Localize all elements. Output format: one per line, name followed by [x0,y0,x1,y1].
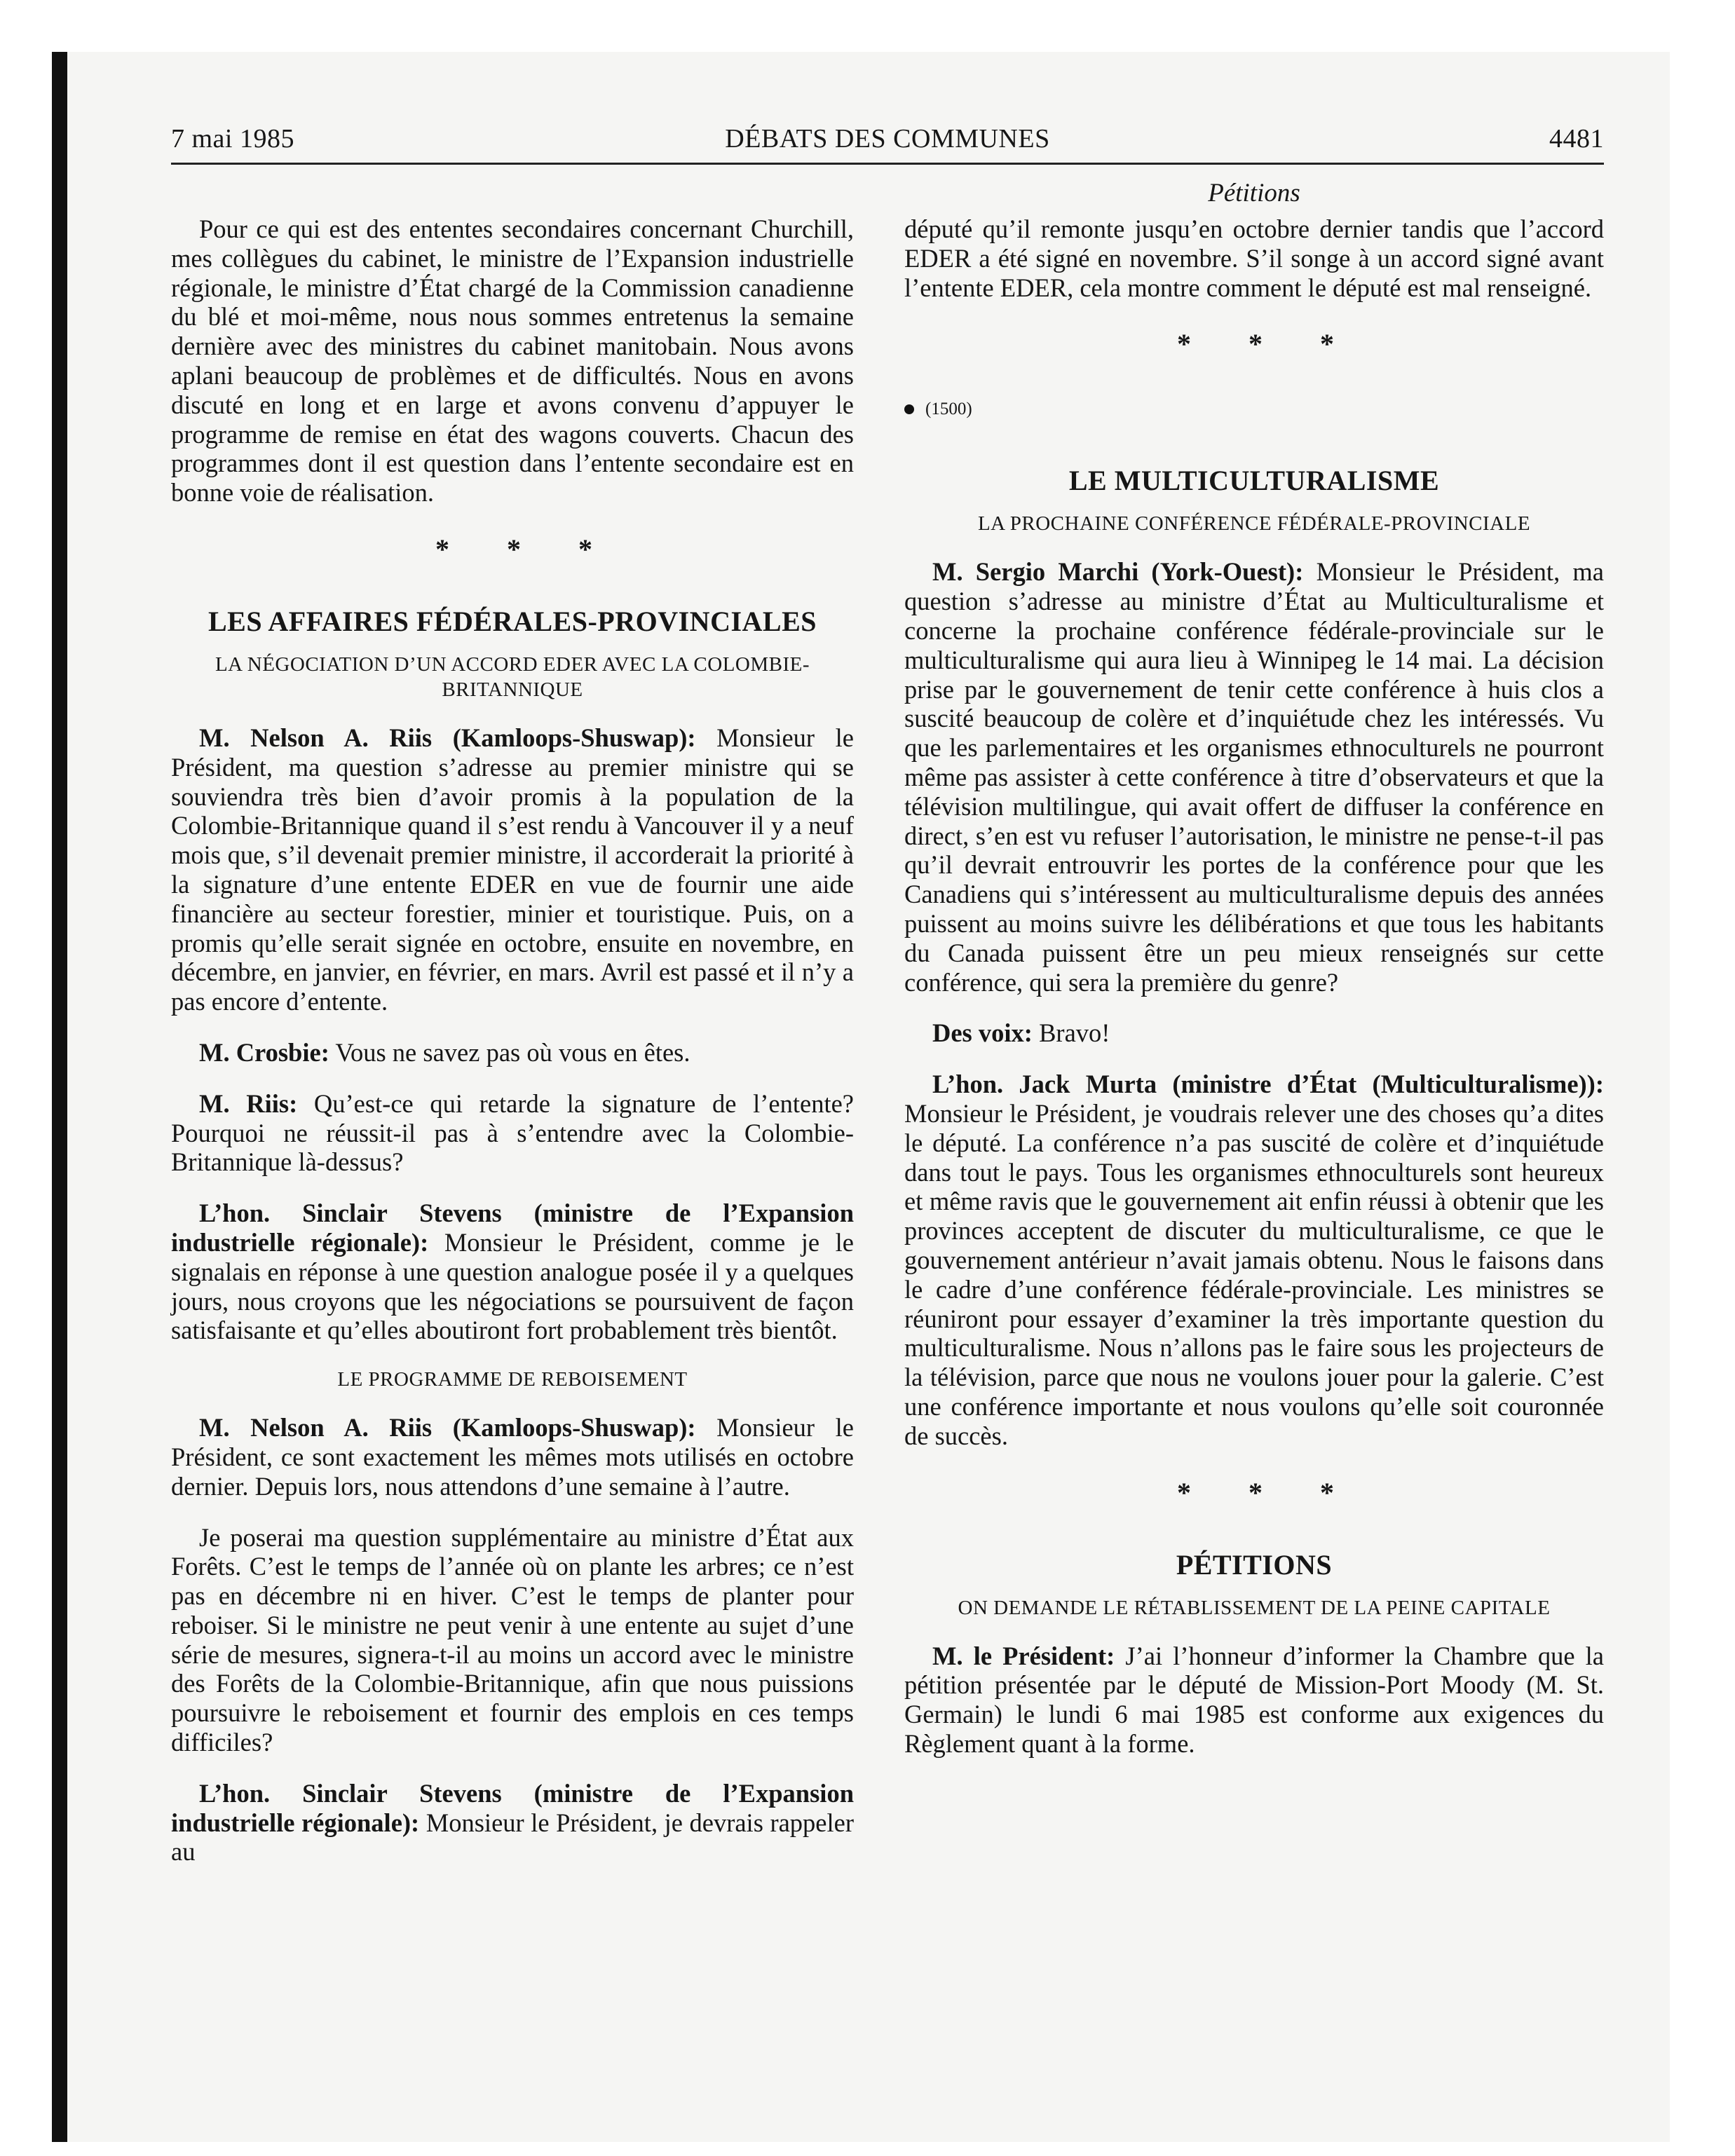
speaker-name: M. le Président: [932,1641,1115,1670]
speech-text: Monsieur le Président, ma question s’adresse au premier ministre qui se souviendra très bien d’avoir promis à la population de la Colombie-Britannique quand il s’est rendu à Vancouver il y a neuf mois que, s’il devenait premier ministre, il accorderait la priorité à la signature d’une entente EDER en vue de fournir une aide financière au secteur forestier, minier et touristique. Puis, on a promis qu’elle serait signée en octobre, ensuite en novembre, en décembre, en janvier, en février, en mars. Avril est passé et il n’y a pas encore d’entente. [171,723,855,1016]
section-heading: LE MULTICULTURALISME [1068,465,1440,497]
speaker-name: M. Nelson A. Riis (Kamloops-Shuswap): [199,723,696,752]
speech-text: Vous ne savez pas où vous en êtes. [329,1037,690,1067]
speech-text: Monsieur le Président, ce sont exactement les mêmes mots utilisés en octobre dernier. Depuis lors, nous attendons d’une semaine à l’autre. [171,1413,855,1501]
subsection-heading: LA PROCHAINE CONFÉRENCE FÉDÉRALE-PROVINCIALE [977,512,1531,535]
speaker-name: M. Crosbie: [199,1037,329,1067]
header-title: DÉBATS DES COMMUNES [725,124,1050,153]
header-rule [171,163,1604,165]
speech-text: Qu’est-ce qui retarde la signature de l’entente? Pourquoi ne réussit-il pas à s’entendre avec la Colombie-Britannique là-dessus? [171,1089,854,1177]
paragraph: Je poserai ma question supplémentaire au ministre d’État aux Forêts. C’est le temps de l’année où on plante les arbres; ce n’est pas en décembre ni en hiver. C’est le temps de planter pour reboiser. Si le ministre ne peut venir à une entente au sujet d’une série de mesures, signera-t-il au moins un accord avec le ministre des Forêts de la Colombie-Britannique, afin que nous puissions poursuivre le reboisement et fournir des emplois en ces temps difficiles? [171,1522,854,1757]
bullet-icon [904,404,914,414]
section-label: Pétitions [1208,179,1300,207]
paragraph [171,1089,854,1177]
speech-text: Monsieur le Président, comme je le signalais en réponse à une question analogue posée il y a quelques jours, nous croyons que les négociations se poursuivent de façon satisfaisante et qu’elles aboutiront fort probablement très bientôt. [171,1227,855,1345]
scan-edge [52,52,67,2142]
time-marker-text: (1500) [925,400,972,419]
section-heading: PÉTITIONS [1176,1548,1333,1581]
section-divider: * * * [435,533,618,565]
header-date: 7 mai 1985 [171,124,294,153]
paragraph [904,557,1604,997]
paragraph [171,1199,854,1345]
speech-text: Monsieur le Président, je voudrais relever une des choses qu’a dites le député. La conférence n’a pas suscité de colère et d’inquiétude dans tout le pays. Tous les organismes ethnoculturels sont heureux et même ravis que le gouvernement ait enfin réussi à obtenir que les provinces acceptent de discuter du multiculturalisme, ce que le gouvernement antérieur n’avait jamais obtenu. Nous le faisons dans le cadre d’une conférence fédérale-provinciale. Les ministres se réuniront pour essayer d’examiner la très importante question du multiculturalisme. Nous n’allons pas le faire sous les projecteurs de la télévision, parce que nous ne voulons jouer pour la galerie. C’est une conférence importante et nous voulons qu’elle soit couronnée de succès. [904,1098,1604,1450]
right-column [904,214,1604,1780]
time-marker [904,400,1604,419]
section-divider: * * * [1177,328,1359,360]
subsection-heading: LE PROGRAMME DE REBOISEMENT [337,1368,688,1391]
paragraph [171,1038,854,1067]
speaker-name: L’hon. Sinclair Stevens (ministre de l’Expansion industrielle régionale): [171,1778,854,1837]
section-heading: LES AFFAIRES FÉDÉRALES-PROVINCIALES [207,605,817,637]
page-header [171,123,1604,165]
paragraph [171,1413,854,1501]
speech-text: J’ai l’honneur d’informer la Chambre que la pétition présentée par le député de Mission-Port Moody (M. St. Germain) le lundi 6 mai 1985 est conforme aux exigences du Règlement quant à la forme. [904,1641,1604,1758]
speaker-name: M. Riis: [199,1089,298,1118]
paragraph: Pour ce qui est des ententes secondaires concernant Churchill, mes collègues du cabinet, le ministre de l’Expansion industrielle régionale, le ministre d’État chargé de la Commission canadienne du blé et moi-même, nous nous sommes entretenus la semaine dernière avec des ministres du cabinet manitobain. Nous avons aplani beaucoup de problèmes et de difficultés. Nous en avons discuté en long et en large et avons convenu d’appuyer le programme de remise en état des wagons couverts. Chacun des programmes dont il est question dans l’entente secondaire est en bonne voie de réalisation. [171,214,854,507]
speaker-name: M. Nelson A. Riis (Kamloops-Shuswap): [199,1413,696,1442]
speaker-name: L’hon. Sinclair Stevens (ministre de l’Expansion industrielle régionale): [171,1199,854,1257]
subsection-heading: LA NÉGOCIATION D’UN ACCORD EDER AVEC LA COLOMBIE-BRITANNIQUE [215,653,810,701]
paragraph [171,723,854,1016]
paragraph [904,1018,1604,1048]
section-divider: * * * [1177,1476,1359,1508]
paragraph [904,1070,1604,1450]
left-column [171,214,854,1888]
speaker-name: M. Sergio Marchi (York-Ouest): [932,557,1304,587]
paragraph [904,1642,1604,1759]
header-page-number: 4481 [1549,124,1604,153]
speech-text: Monsieur le Président, je devrais rappeler au [171,1808,854,1867]
paragraph: député qu’il remonte jusqu’en octobre dernier tandis que l’accord EDER a été signé en novembre. S’il songe à un accord signé avant l’entente EDER, cela montre comment le député est mal renseigné. [904,214,1604,302]
subsection-heading: ON DEMANDE LE RÉTABLISSEMENT DE LA PEINE CAPITALE [958,1596,1551,1619]
paragraph [171,1779,854,1867]
speech-text: Bravo! [1032,1018,1110,1048]
speech-text: Monsieur le Président, ma question s’adresse au ministre d’État au Multiculturalisme et concerne la prochaine conférence fédérale-provinciale sur le multiculturalisme qui aura lieu à Winnipeg le 14 mai. La décision prise par le gouvernement de tenir cette conférence à huis clos a suscité beaucoup de colère et d’inquiétude chez les intéressés. Vu que les parlementaires et les organismes ethnoculturels ne pourront même pas assister à cette conférence à titre d’observateurs et que la télévision multilingue, qui avait offert de diffuser la conférence en direct, s’en est vu refuser l’autorisation, le ministre ne pense-t-il pas qu’il devrait entrouvrir les portes de la conférence pour que les Canadiens qui s’intéressent au multiculturalisme depuis des années puissent au moins suivre les délibérations et que tous les habitants du Canada puissent être un peu mieux renseignés sur cette conférence, qui sera la première du genre? [904,557,1604,997]
speaker-name: L’hon. Jack Murta (ministre d’État (Multiculturalisme)): [932,1070,1604,1099]
speaker-name: Des voix: [932,1018,1033,1048]
